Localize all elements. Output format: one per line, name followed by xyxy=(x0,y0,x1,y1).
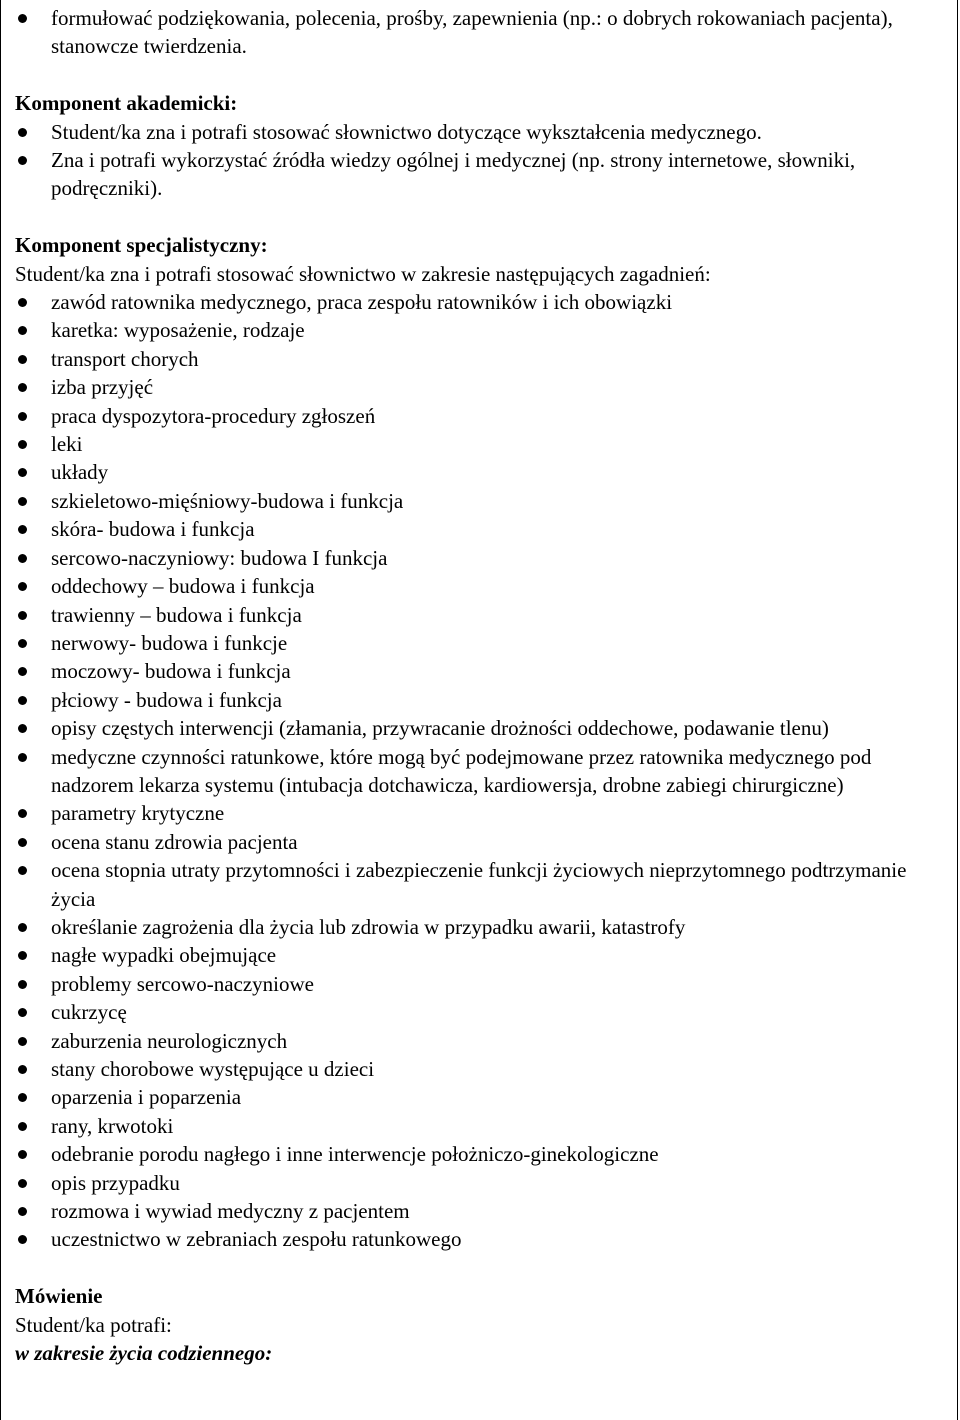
document-content xyxy=(15,4,945,1367)
spacer xyxy=(15,203,945,231)
list-item: szkieletowo-mięśniowy-budowa i funkcja xyxy=(15,487,945,515)
list-item: stany chorobowe występujące u dzieci xyxy=(15,1055,945,1083)
spacer xyxy=(15,1254,945,1282)
list-item: parametry krytyczne xyxy=(15,799,945,827)
specialist-intro: Student/ka zna i potrafi stosować słownictwo w zakresie następujących zagadnień: xyxy=(15,261,711,286)
list-item: nerwowy- budowa i funkcje xyxy=(15,629,945,657)
list-item: nagłe wypadki obejmujące xyxy=(15,941,945,969)
list-item: problemy sercowo-naczyniowe xyxy=(15,970,945,998)
academic-heading: Komponent akademicki: xyxy=(15,91,238,116)
list-item: skóra- budowa i funkcja xyxy=(15,515,945,543)
list-item: opis przypadku xyxy=(15,1169,945,1197)
list-item: odebranie porodu nagłego i inne interwencje położniczo-ginekologiczne xyxy=(15,1140,945,1168)
list-item: ocena stanu zdrowia pacjenta xyxy=(15,828,945,856)
list-item: sercowo-naczyniowy: budowa I funkcja xyxy=(15,544,945,572)
list-item: opisy częstych interwencji (złamania, przywracanie drożności oddechowe, podawanie tlenu) xyxy=(15,714,945,742)
list-item: określanie zagrożenia dla życia lub zdrowia w przypadku awarii, katastrofy xyxy=(15,913,945,941)
academic-list xyxy=(15,118,945,203)
list-item: transport chorych xyxy=(15,345,945,373)
list-item: oparzenia i poparzenia xyxy=(15,1083,945,1111)
speaking-subheading: w zakresie życia codziennego: xyxy=(15,1341,273,1366)
list-item: karetka: wyposażenie, rodzaje xyxy=(15,316,945,344)
list-item: ocena stopnia utraty przytomności i zabezpieczenie funkcji życiowych nieprzytomnego podtrzymanie życia xyxy=(15,856,945,913)
specialist-list xyxy=(15,288,945,1254)
intro-list xyxy=(15,4,945,61)
list-item: izba przyjęć xyxy=(15,373,945,401)
list-item: medyczne czynności ratunkowe, które mogą być podejmowane przez ratownika medycznego pod nadzorem lekarza systemu (intubacja dotchawicza, kardiowersja, drobne zabiegi chirurgiczne) xyxy=(15,743,945,800)
list-item: oddechowy – budowa i funkcja xyxy=(15,572,945,600)
list-item: układy xyxy=(15,458,945,486)
list-item: rozmowa i wywiad medyczny z pacjentem xyxy=(15,1197,945,1225)
list-item: cukrzycę xyxy=(15,998,945,1026)
list-item: moczowy- budowa i funkcja xyxy=(15,657,945,685)
list-item: zawód ratownika medycznego, praca zespołu ratowników i ich obowiązki xyxy=(15,288,945,316)
list-item: zaburzenia neurologicznych xyxy=(15,1027,945,1055)
list-item: rany, krwotoki xyxy=(15,1112,945,1140)
list-item: trawienny – budowa i funkcja xyxy=(15,601,945,629)
speaking-heading: Mówienie xyxy=(15,1284,103,1309)
speaking-intro: Student/ka potrafi: xyxy=(15,1312,172,1337)
list-item: płciowy - budowa i funkcja xyxy=(15,686,945,714)
list-item: formułować podziękowania, polecenia, prośby, zapewnienia (np.: o dobrych rokowaniach pacjenta), stanowcze twierdzenia. xyxy=(15,4,945,61)
list-item: Zna i potrafi wykorzystać źródła wiedzy ogólnej i medycznej (np. strony internetowe, słowniki, podręczniki). xyxy=(15,146,945,203)
spacer xyxy=(15,61,945,89)
list-item: praca dyspozytora-procedury zgłoszeń xyxy=(15,402,945,430)
specialist-heading: Komponent specjalistyczny: xyxy=(15,233,268,258)
list-item: uczestnictwo w zebraniach zespołu ratunkowego xyxy=(15,1225,945,1253)
list-item: leki xyxy=(15,430,945,458)
list-item: Student/ka zna i potrafi stosować słownictwo dotyczące wykształcenia medycznego. xyxy=(15,118,945,146)
